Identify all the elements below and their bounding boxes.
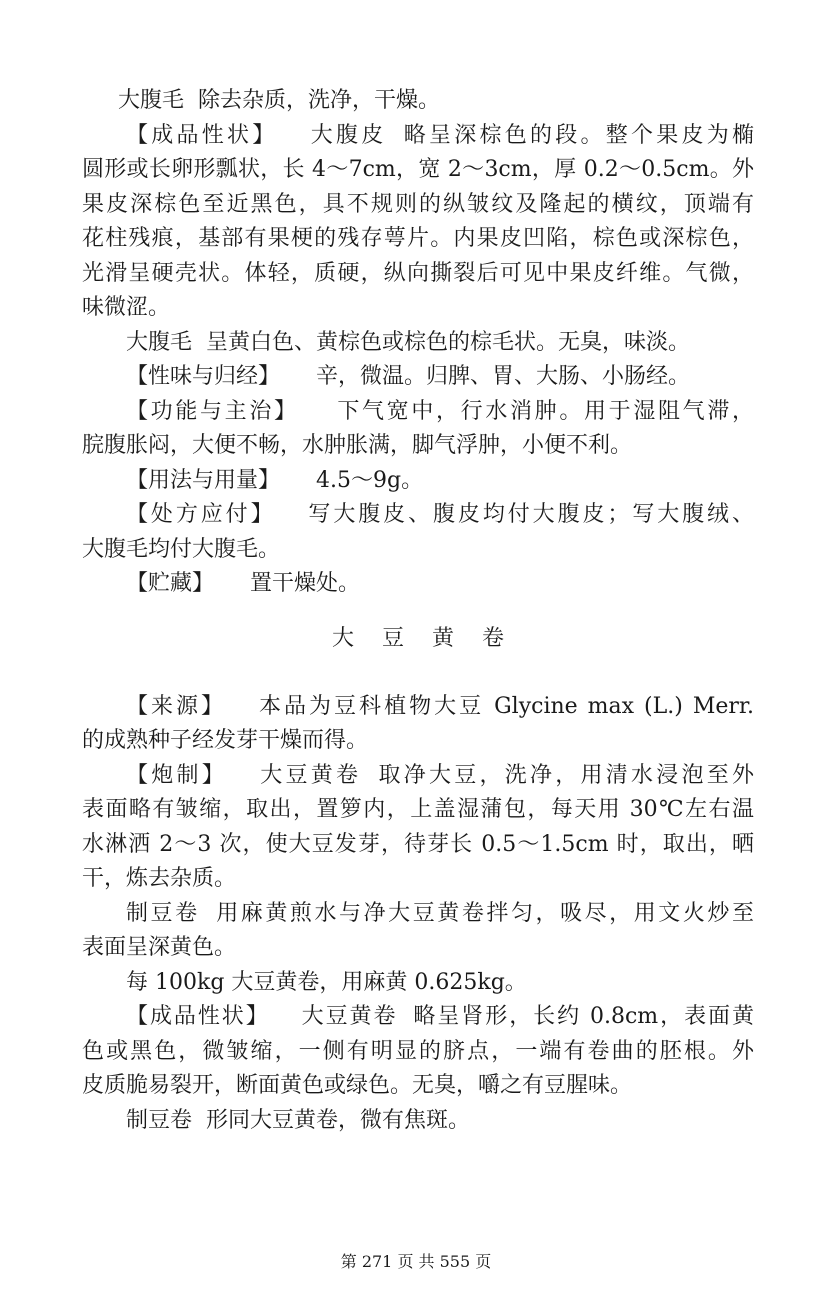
paragraph-text: 呈黄白色、黄棕色或棕色的棕毛状。无臭，味淡。: [206, 329, 691, 355]
paragraph-line: [82, 759, 754, 794]
paragraph-text: 下气宽中，行水消肿。用于湿阻气滞，: [334, 398, 754, 424]
paragraph-text: 取净大豆，洗净，用清水浸泡至外: [375, 762, 754, 788]
paragraph-line: 大腹毛均付大腹毛。: [82, 536, 281, 562]
paragraph-line: 光滑呈硬壳状。体轻，质硬，纵向撕裂后可见中果皮纤维。气微，: [82, 260, 754, 286]
term-label: 大腹毛: [126, 329, 193, 355]
term-label: 制豆卷: [126, 900, 200, 926]
section-tag: 【性味与归经】: [126, 364, 281, 389]
paragraph-text: 除去杂质，洗净，干燥。: [198, 88, 441, 113]
paragraph-line: [82, 1104, 754, 1139]
section-tag: 【贮藏】: [126, 571, 215, 596]
paragraph-text: 用麻黄煎水与净大豆黄卷拌匀，吸尽，用文火炒至: [213, 900, 754, 926]
title-char: 黄: [432, 625, 455, 651]
paragraph-line: 的成熟种子经发芽干燥而得。: [82, 728, 369, 753]
paragraph-text: 置干燥处。: [250, 571, 361, 596]
paragraph-line: [82, 395, 754, 430]
term-label: 大腹毛: [118, 88, 185, 113]
section-tag: 【炮制】: [126, 762, 227, 788]
paragraph-line: 水淋洒 2～3 次，使大豆发芽，待芽长 0.5～1.5cm 时，取出，晒: [82, 831, 754, 857]
term-label: 制豆卷: [126, 1107, 193, 1133]
section-tag: 【功能与主治】: [126, 398, 299, 424]
paragraph-text: 形同大豆黄卷，微有焦斑。: [206, 1107, 471, 1133]
paragraph-text: 略呈肾形，长约 0.8cm，表面黄: [411, 1004, 754, 1029]
paragraph-line: [82, 119, 754, 154]
title-char: 大: [331, 625, 354, 651]
paragraph-line: 脘腹胀闷，大便不畅，水肿胀满，脚气浮肿，小便不利。: [82, 433, 633, 458]
section-tag: 【成品性状】: [126, 122, 278, 148]
paragraph-line: 表面略有皱缩，取出，置箩内，上盖湿蒲包，每天用 30℃左右温: [82, 797, 754, 822]
section-tag: 【处方应付】: [126, 502, 276, 527]
paragraph-line: 每 100kg 大豆黄卷，用麻黄 0.625kg。: [126, 969, 527, 995]
paragraph-line: 果皮深棕色至近黑色，具不规则的纵皱纹及隆起的横纹，顶端有: [82, 191, 754, 217]
paragraph-text: 略呈深棕色的段。整个果皮为椭: [400, 122, 754, 148]
term-label: 大腹皮: [307, 122, 387, 148]
paragraph-line: 表面呈深黄色。: [82, 935, 237, 960]
paragraph-line: 干，炼去杂质。: [82, 866, 237, 891]
paragraph-line: 皮质脆易裂开，断面黄色或绿色。无臭，嚼之有豆腥味。: [82, 1073, 633, 1098]
title-char: 卷: [482, 625, 505, 651]
section-title: [82, 622, 754, 656]
paragraph-line: 花柱残痕，基部有果梗的残存萼片。内果皮凹陷，棕色或深棕色，: [82, 226, 754, 251]
paragraph-line: [82, 84, 754, 119]
paragraph-text: 本品为豆科植物大豆 Glycine max (L.) Merr.: [256, 693, 754, 719]
paragraph-line: 圆形或长卵形瓢状，长 4～7cm，宽 2～3cm，厚 0.2～0.5cm。外: [82, 157, 754, 182]
title-char: 豆: [381, 625, 404, 651]
section-tag: 【成品性状】: [126, 1004, 270, 1029]
paragraph-line: [82, 326, 754, 361]
paragraph-line: [82, 567, 754, 602]
paragraph-line: [82, 897, 754, 932]
term-label: 大豆黄卷: [299, 1004, 398, 1029]
paragraph-line: [82, 360, 754, 395]
paragraph-text: 写大腹皮、腹皮均付大腹皮；写大腹绒、: [305, 502, 754, 527]
paragraph-text: 4.5～9g。: [316, 467, 424, 493]
paragraph-line: [82, 464, 754, 499]
page-footer: 第 271 页 共 555 页: [340, 1252, 492, 1271]
section-tag: 【用法与用量】: [126, 467, 281, 493]
paragraph-text: 辛，微温。归脾、胃、大肠、小肠经。: [316, 364, 691, 389]
paragraph-line: 味微涩。: [82, 295, 171, 320]
paragraph-line: [82, 690, 754, 725]
paragraph-line: [82, 498, 754, 533]
section-tag: 【来源】: [126, 693, 227, 719]
document-page: [82, 84, 754, 1138]
paragraph-line: 色或黑色，微皱缩，一侧有明显的脐点，一端有卷曲的胚根。外: [82, 1038, 754, 1064]
paragraph-line: [82, 1000, 754, 1035]
term-label: 大豆黄卷: [257, 762, 362, 788]
